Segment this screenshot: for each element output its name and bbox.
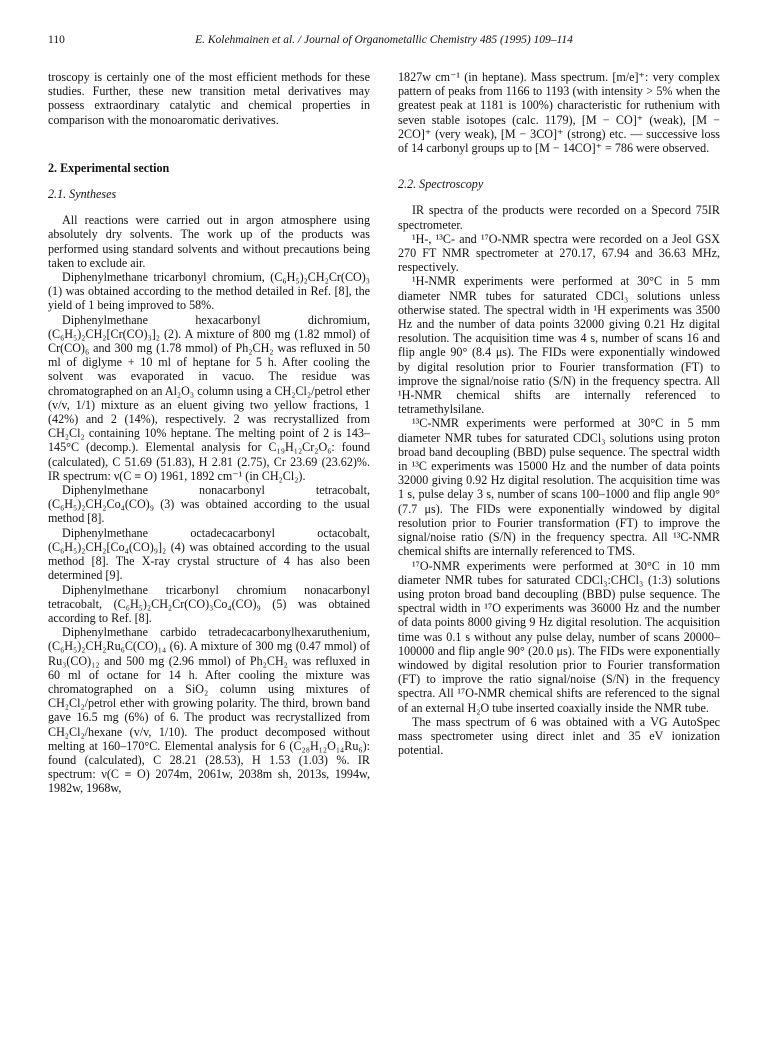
- paragraph: Diphenylmethane nonacarbonyl tetracobalt, (C₆H₅)₂CH₂Co₄(CO)₉ (3) was obtained according to the usual method [8].: [48, 483, 370, 526]
- paragraph: Diphenylmethane tricarbonyl chromium, (C₆H₅)₂CH₂Cr(CO)₃ (1) was obtained according to the method detailed in Ref. [8], the yield of 1 being improved to 58%.: [48, 270, 370, 313]
- paragraph: ¹H-, ¹³C- and ¹⁷O-NMR spectra were recorded on a Jeol GSX 270 FT NMR spectrometer at 270.17, 67.94 and 36.63 MHz, respectively.: [398, 231, 720, 275]
- paragraph: The mass spectrum of 6 was obtained with a VG AutoSpec mass spectrometer using direct inlet and 35 eV ionization potential.: [398, 714, 720, 758]
- running-head: E. Kolehmainen et al. / Journal of Organometallic Chemistry 485 (1995) 109–114: [195, 34, 573, 46]
- right-column: [398, 70, 720, 757]
- continuation-paragraph: 1827w cm⁻¹ (in heptane). Mass spectrum. [m/e]⁺: very complex pattern of peaks from 1166 to 1193 (with intensity > 5% when the greatest peak at 1181 is 100%) characteristic for ruthenium with seven stable isotopes (calc. 1179), [M − CO]⁺ (weak), [M − 2CO]⁺ (very weak), [M − 3CO]⁺ (strong) etc. — successive loss of 14 carbonyl groups up to [M − 14CO]⁺ = 786 were observed.: [398, 70, 720, 156]
- page-number: 110: [48, 34, 65, 46]
- paragraph: All reactions were carried out in argon atmosphere using absolutely dry solvents. The work up of the products was performed using standard solvents and without precautions being taken to exclude air.: [48, 213, 370, 270]
- paragraph: Diphenylmethane tricarbonyl chromium nonacarbonyl tetracobalt, (C₆H₅)₂CH₂Cr(CO)₃Co₄(CO)₉ (5) was obtained according to Ref. [8].: [48, 582, 370, 625]
- subsection-heading-syntheses: 2.1. Syntheses: [48, 187, 117, 202]
- page-header: [48, 34, 720, 50]
- section-heading: 2. Experimental section: [48, 160, 170, 175]
- intro-paragraph: troscopy is certainly one of the most efficient methods for these studies. Further, these new transition metal derivatives may possess extraordinary catalytic and chemical properties in comparison with the monoaromatic derivatives.: [48, 70, 370, 127]
- paragraph: Diphenylmethane carbido tetradecacarbonylhexaruthenium, (C₆H₅)₂CH₂Ru₆C(CO)₁₄ (6). A mixture of 300 mg (0.47 mmol) of Ru₃(CO)₁₂ and 500 mg (2.96 mmol) of Ph₂CH₂ was refluxed in 60 ml of octane for 14 h. After cooling the mixture was chromatographed on a SiO₂ column using mixtures of CH₂Cl₂/petrol ether with growing polarity. The third, brown band gave 16.5 mg (6%) of 6. The product was recrystallized from CH₂Cl₂/hexane (v/v, 1/10). The product decomposed without melting at 160–170°C. Elemental analysis for 6 (C₂₈H₁₂O₁₄Ru₆): found (calculated), C 28.21 (28.53), H 1.53 (1.03) %. IR spectrum: ν(C ≡ O) 2074m, 2061w, 2038m sh, 2013s, 1994w, 1982w, 1968w,: [48, 625, 370, 796]
- paragraph: Diphenylmethane hexacarbonyl dichromium, (C₆H₅)₂CH₂[Cr(CO)₃]₂ (2). A mixture of 800 mg (1.82 mmol) of Cr(CO)₆ and 300 mg (1.78 mmol) of Ph₂CH₂ was refluxed in 50 ml of diglyme + 10 ml of heptane for 5 h. After cooling the solvent was evaporated in vacuo. The residue was chromatographed on an Al₂O₃ column using a CH₂Cl₂/petrol ether (v/v, 1/1) mixture as an eluent giving two yellow fractions, 1 (42%) and 2 (14%), respectively. 2 was recrystallized from CH₂Cl₂ containing 10% heptane. The melting point of 2 is 143–145°C (decomp.). Elemental analysis for C₁₉H₁₂Cr₂O₆: found (calculated), C 51.69 (51.83), H 2.81 (2.75), Cr 23.69 (23.62)%. IR spectrum: ν(C ≡ O) 1961, 1892 cm⁻¹ (in CH₂Cl₂).: [48, 312, 370, 483]
- left-column: [48, 70, 370, 796]
- paragraph: ¹³C-NMR experiments were performed at 30°C in 5 mm diameter NMR tubes for saturated CDCl₃ solutions using proton broad band decoupling (BBD) pulse sequence. The spectral width in ¹³C experiments was 15000 Hz and the number of data points 32000 giving 0.92 Hz digital resolution. The acquisition time was 1 s, pulse delay 3 s, number of scans 100–1000 and flip angle 90° (7.7 μs). The FIDs were exponentially windowed by digital resolution prior to Fourier transformation (FT) to improve the signal/noise ratio (S/N) in the frequency spectra. All ¹³C-NMR chemical shifts are internally referenced to TMS.: [398, 416, 720, 559]
- paragraph: ¹⁷O-NMR experiments were performed at 30°C in 10 mm diameter NMR tubes for saturated CDCl₃:CHCl₃ (1:3) solutions using proton broad band decoupling (BBD) pulse sequence. The spectral width in ¹⁷O experiments was 36000 Hz and the number of data points 8000 giving 9 Hz digital resolution. The acquisition time was 0.1 s without any pulse delay, number of scans 20000–100000 and flip angle 90° (20.0 μs). The FIDs were exponentially windowed by digital resolution prior to Fourier transformation (FT) to improve the ratio signal/noise (S/N) in the frequency spectra. All ¹⁷O-NMR chemical shifts are referenced to the signal of an external H₂O tube inserted coaxially inside the NMR tube.: [398, 558, 720, 715]
- paragraph: Diphenylmethane octadecacarbonyl octacobalt, (C₆H₅)₂CH₂[Co₄(CO)₉]₂ (4) was obtained according to the usual method [8]. The X-ray crystal structure of 4 has also been determined [9].: [48, 525, 370, 583]
- subsection-heading-spectroscopy: 2.2. Spectroscopy: [398, 177, 484, 192]
- paragraph: ¹H-NMR experiments were performed at 30°C in 5 mm diameter NMR tubes for saturated CDCl₃ solutions unless otherwise stated. The spectral width in ¹H experiments was 3500 Hz and the number of data points 32000 giving 0.21 Hz digital resolution. The acquisition time was 4 s, number of scans 16 and flip angle 90° (8.4 μs). The FIDs were exponentially windowed by digital resolution prior to Fourier transformation (FT) to improve the signal/noise ratio (S/N) in the frequency spectra. All ¹H-NMR chemical shifts are internally referenced to tetramethylsilane.: [398, 274, 720, 417]
- paragraph: IR spectra of the products were recorded on a Specord 75IR spectrometer.: [398, 203, 720, 232]
